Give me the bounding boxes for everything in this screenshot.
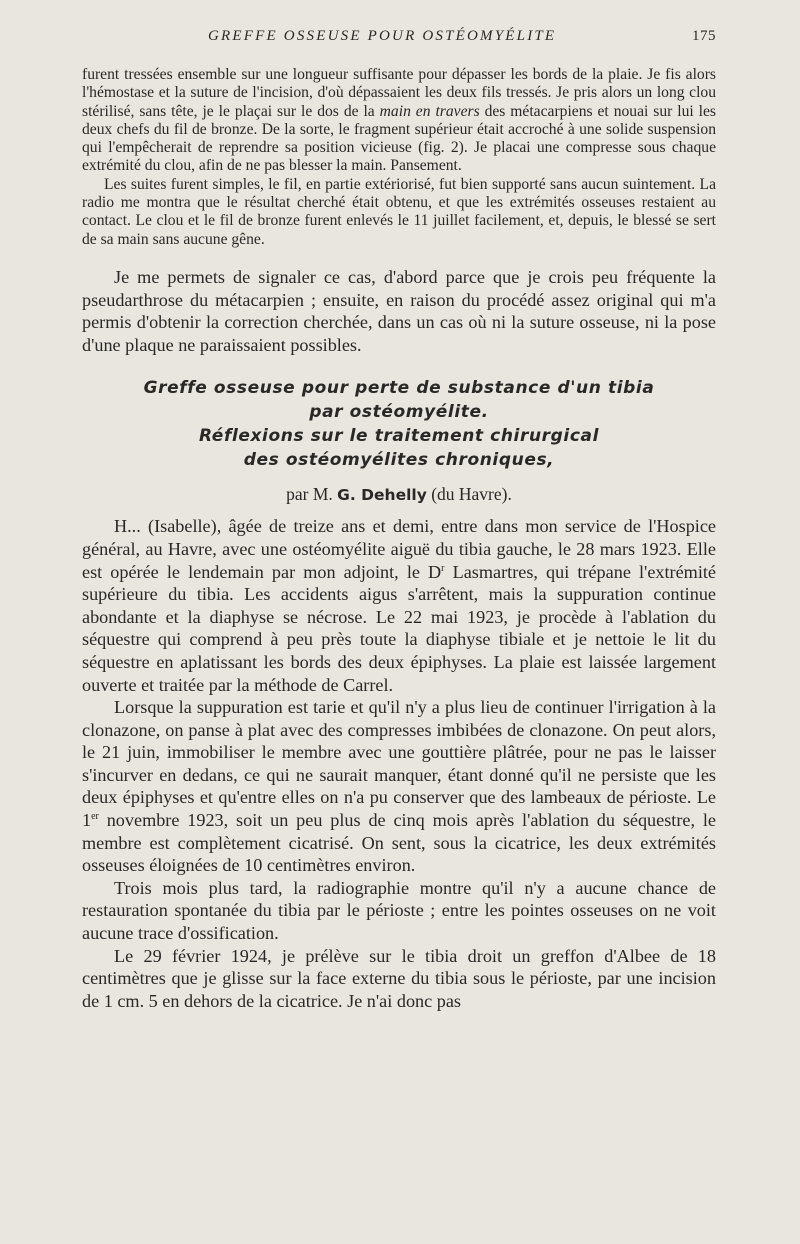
article-byline: par M. G. Dehelly (du Havre). <box>286 484 512 505</box>
paragraph-6: Trois mois plus tard, la radiographie montre qu'il n'y a aucune chance de restauration spontanée du tibia par le périoste ; entre les pointes osseuses on ne voit aucune trace d'ossification. <box>82 877 716 944</box>
article-title <box>82 376 716 472</box>
article-text <box>82 515 716 1012</box>
paragraph-5: Lorsque la suppuration est tarie et qu'il n'y a plus lieu de continuer l'irrigation à la clonazone, on panse à plat avec des compresses imbibées de clonazone. On peut alors, le 21 juin, immobiliser le membre avec une gouttière plâtrée, pour ne pas le laisser s'incurver en dedans, ce qui ne saurait manquer, étant donné qu'il ne persiste que les deux épiphyses et qu'entre elles on n'a pu conserver que des lambeaux de périoste. Le 1er novembre 1923, soit un peu plus de cinq mois après l'ablation du séquestre, le membre est complètement cicatrisé. On sent, sous la cicatrice, les deux extrémités osseuses éloignées de 10 centimètres environ. <box>82 697 716 876</box>
italic-phrase: main en travers <box>379 102 480 120</box>
article-title-line-3: Réflexions sur le traitement chirurgical <box>198 426 600 447</box>
running-head <box>82 28 716 50</box>
paragraph-7: Le 29 février 1924, je prélève sur le tibia droit un greffon d'Albee de 18 centimètres que je glisse sur la face externe du tibia sous le périoste, par une incision de 1 cm. 5 en dehors de la cicatrice. Je n'ai donc pas <box>82 945 716 1011</box>
paragraph-1: furent tressées ensemble sur une longueur suffisante pour dépasser les bords de la plaie. Je fis alors l'hémostase et la suture de l'incision, d'où dépassaient les deux fils tressés. Je pris alors un long clou stérilisé, sans tête, je le plaçai sur le dos de la main en travers des métacarpiens et nouai sur lui les deux chefs du fil de bronze. De la sorte, le fragment supérieur était accroché à une solide suspension qui l'empêcherait de reprendre sa position vicieuse (fig. 2). Je placai une compresse sous chaque extrémité du clou, afin de ne pas blesser la main. Pansement. <box>82 66 716 175</box>
page-number: 175 <box>692 28 716 44</box>
paragraph-4: H... (Isabelle), âgée de treize ans et demi, entre dans mon service de l'Hospice général, au Havre, avec une ostéomyélite aiguë du tibia gauche, le 28 mars 1923. Elle est opérée le lendemain par mon adjoint, le $D^r$ Lasmartres, qui trépane l'extrémité supérieure du tibia. Les accidents aigus s'arrêtent, mais la suppuration continue abondante et la diaphyse se nécrose. Le 22 mai 1923, je procède à l'ablation du séquestre qui comprend à peu près toute la diaphyse tibiale et je nettoie le lit du séquestre en aplatissant les bords des deux épiphyses. La plaie est laissée largement ouverte et traitée par la méthode de Carrel. <box>82 516 716 695</box>
article-title-line-2: par ostéomyélite. <box>309 402 489 423</box>
running-title: GREFFE OSSEUSE POUR OSTÉOMYÉLITE <box>208 28 557 44</box>
author-name: G. Dehelly <box>337 486 427 505</box>
continued-case-text <box>82 66 716 249</box>
page-body <box>82 66 716 1012</box>
article-title-line-1: Greffe osseuse pour perte de substance d'un tibia <box>143 378 655 399</box>
paragraph-2: Les suites furent simples, le fil, en partie extériorisé, fut bien supporté sans aucun suintement. La radio me montra que le résultat cherché était obtenu, et que les extrémités osseuses restaient au contact. Le clou et le fil de bronze furent enlevés le 11 juillet facilement, et, depuis, le blessé se sert de sa main sans aucune gêne. <box>82 175 716 248</box>
paragraph-3: Je me permets de signaler ce cas, d'abord parce que je crois peu fréquente la pseudarthrose du métacarpien ; ensuite, en raison du procédé assez original qui m'a permis d'obtenir la correction cherchée, dans un cas où ni la suture osseuse, ni la pose d'une plaque ne paraissaient possibles. <box>82 266 716 355</box>
article-title-line-4: des ostéomyélites chroniques, <box>243 450 555 471</box>
